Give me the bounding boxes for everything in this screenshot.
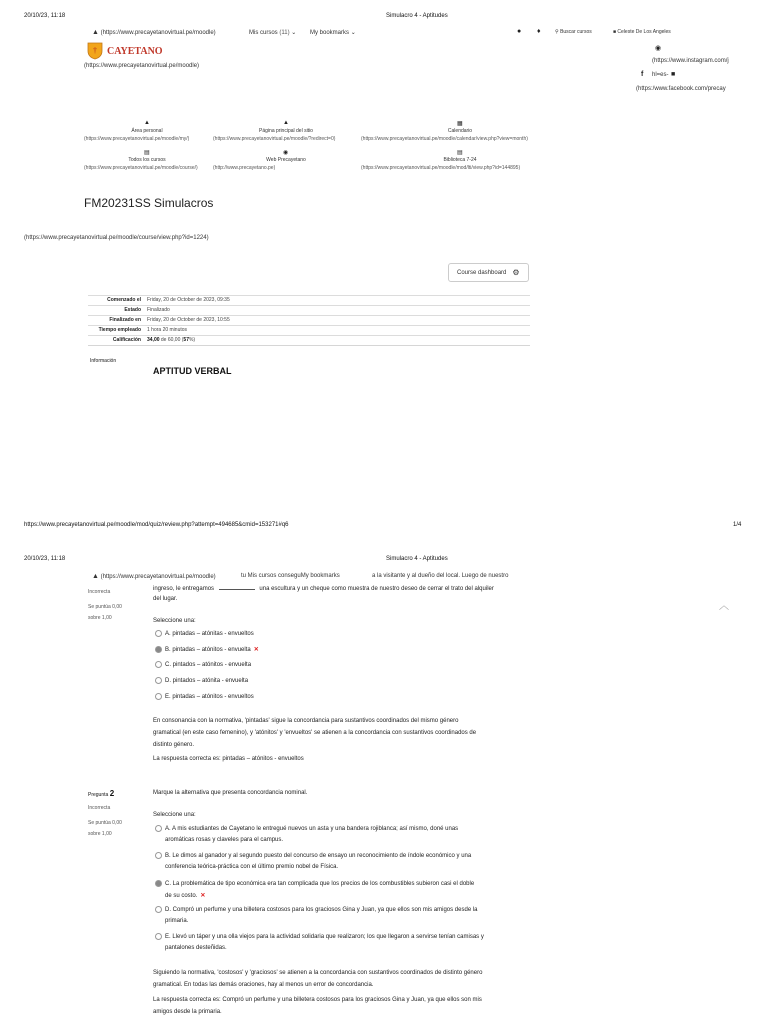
- q1-option[interactable]: [155, 646, 259, 653]
- radio-button[interactable]: [155, 661, 162, 668]
- radio-button[interactable]: [155, 630, 162, 637]
- summary-row: [88, 325, 530, 335]
- q2-option-text: de su costo.: [165, 893, 198, 899]
- summary-value: [147, 337, 195, 343]
- summary-key: Finalizado en: [109, 317, 141, 323]
- q2-option-text: pantalones desteñidas.: [165, 945, 227, 951]
- q1-option-text: C. pintados – atónitos - envuelta: [165, 662, 252, 669]
- q2-option-text: B. Le dimos al ganador y al segundo puesto del concurso de ensayo un reconocimiento de índole económico y una: [165, 853, 472, 860]
- section-title: APTITUD VERBAL: [153, 366, 232, 376]
- q2-option[interactable]: [155, 880, 474, 887]
- home-icon: ▲: [92, 573, 99, 580]
- q2-option[interactable]: [155, 852, 471, 859]
- q2-option-continued: [165, 864, 338, 870]
- site-logo[interactable]: [86, 40, 172, 65]
- info-label: Información: [90, 358, 117, 364]
- calendar-icon: ▦: [457, 121, 463, 127]
- q1-stem-line2: ingreso, le entregamos una escultura y un cheque como muestra de nuestro deseo de cerrar el trato del alquiler: [153, 586, 494, 592]
- instagram-url[interactable]: (https://www.instagram.com/j: [652, 58, 729, 64]
- chevron-down-icon: ⌄: [350, 30, 356, 36]
- summary-bottom-rule: [88, 345, 530, 346]
- summary-row: [88, 335, 530, 345]
- quicklink-url[interactable]: (https://www.precayetanovirtual.pe/moodle/calendar/view.php?view=month): [361, 136, 528, 142]
- q2-option-text: C. La problemática de tipo económica era tan complicada que los precios de los combustibles subieron casi el doble: [165, 881, 475, 888]
- q2-score: Se puntúa 0,00: [88, 820, 122, 826]
- home-link-2[interactable]: ▲ (https://www.precayetanovirtual.pe/moodle): [92, 573, 216, 580]
- print-datetime: 20/10/23, 11:18: [24, 13, 66, 19]
- q2-option-continued: [165, 945, 227, 951]
- quicklink-label[interactable]: Web Precayetano: [266, 157, 306, 163]
- summary-value: 1 hora 20 minutos: [147, 327, 188, 333]
- wrong-icon: ✕: [253, 647, 259, 654]
- q1-feedback-line: En consonancia con la normativa, 'pintadas' sigue la concordancia para sustantivos coordinados del mismo género: [153, 718, 459, 724]
- cayetano-logo: [86, 40, 172, 60]
- q2-option[interactable]: [155, 825, 458, 832]
- summary-value: Friday, 20 de October de 2023, 09:35: [147, 297, 230, 303]
- summary-row: [88, 315, 530, 325]
- q1-option[interactable]: [155, 693, 254, 700]
- q2-prompt: Seleccione una:: [153, 812, 196, 818]
- search-courses-link[interactable]: ⚲ Buscar cursos: [555, 29, 592, 35]
- globe-icon: ◉: [283, 150, 289, 156]
- q1-correct-answer: La respuesta correcta es: pintadas – atónitos - envueltos: [153, 756, 304, 762]
- gear-icon: ⚙: [512, 268, 520, 277]
- q1-option[interactable]: [155, 630, 254, 637]
- q2-option-continued: [165, 918, 188, 924]
- home-icon: ▲: [92, 29, 99, 36]
- summary-key: Estado: [124, 307, 141, 313]
- instagram-icon[interactable]: ◉: [655, 45, 662, 52]
- q1-option-text: D. pintados – atónita - envuelta: [165, 678, 249, 685]
- q2-option-text: conferencia teórica-práctica con el último premio nobel de Física.: [165, 864, 339, 870]
- lang-param[interactable]: hl=es-: [652, 72, 669, 78]
- q2-option-text: D. Compró un perfume y una billetera costosos para los graciosos Gina y Juan, ya que ellos son mis amigos desde la: [165, 907, 478, 914]
- q1-stem-line1-tail: a la visitante y al dueño del local. Luego de nuestro: [372, 573, 509, 579]
- grade-max: de 60,00 (: [159, 337, 184, 343]
- q2-option-continued: [165, 892, 205, 899]
- quicklink-label[interactable]: Área personal: [131, 128, 163, 134]
- grade-value: 34,00: [147, 337, 160, 343]
- home-link[interactable]: ▲ (https://www.precayetanovirtual.pe/moodle): [92, 29, 216, 36]
- facebook-url[interactable]: (https:/www.facebook.com/precay: [636, 86, 726, 92]
- q2-status: Incorrecta: [88, 805, 111, 811]
- q1-feedback-line: distinto género.: [153, 742, 195, 748]
- overlapping-nav-text: tu Mis cursos conseguMy bookmarks: [241, 573, 340, 579]
- q2-option-text: E. Llevó un táper y una olla viejos para la actividad solidaria que realizaron; los que llegaron a servirse tenían camisas y: [165, 934, 484, 941]
- q1-option-text: B. pintadas – atónitos - envuelta: [165, 647, 251, 654]
- q2-feedback-line: Siguiendo la normativa, 'costosos' y 'graciosos' se atienen a la concordancia con sustantivos coordinados de distinto género: [153, 970, 483, 976]
- course-url[interactable]: (https://www.precayetanovirtual.pe/moodle/course/view.php?id=1224): [24, 235, 209, 241]
- radio-button[interactable]: [155, 906, 162, 913]
- facebook-icon[interactable]: f: [641, 71, 644, 78]
- logo-url[interactable]: (https://www.precayetanovirtual.pe/moodle): [84, 63, 200, 69]
- q2-number: Pregunta 2: [88, 789, 115, 798]
- grade-suffix: %): [188, 337, 196, 343]
- library-icon: ▤: [457, 150, 463, 156]
- bookmarks-menu[interactable]: My bookmarks ⌄: [310, 30, 356, 36]
- summary-row: [88, 305, 530, 315]
- scroll-up-icon[interactable]: ︿: [719, 601, 729, 612]
- q2-option-continued: [165, 837, 283, 843]
- messages-icon[interactable]: ●: [517, 28, 522, 35]
- quicklink-label[interactable]: Todos los cursos: [128, 157, 166, 163]
- quicklink-label[interactable]: Biblioteca 7-24: [443, 157, 477, 163]
- quicklink-url[interactable]: (https://www.precayetanovirtual.pe/moodle/course/): [84, 165, 198, 171]
- footer-url[interactable]: https://www.precayetanovirtual.pe/moodle/mod/quiz/review.php?attempt=494685&cmid=153271#q6: [24, 522, 289, 528]
- print-datetime-2: 20/10/23, 11:18: [24, 556, 66, 562]
- quicklink-url[interactable]: (https://www.precayetanovirtual.pe/moodle/?redirect=0): [213, 136, 336, 142]
- q2-option[interactable]: [155, 933, 484, 940]
- user-icon: ■: [613, 29, 617, 35]
- summary-key: Calificación: [112, 337, 141, 343]
- summary-value: Friday, 20 de October de 2023, 10:55: [147, 317, 230, 323]
- q2-option-text: primaria.: [165, 918, 189, 924]
- radio-button[interactable]: [155, 933, 162, 940]
- courses-icon: ▤: [144, 150, 150, 156]
- chevron-down-icon: ⌄: [291, 30, 297, 36]
- print-title-2: Simulacro 4 - Aptitudes: [386, 556, 448, 562]
- q1-stem-line3: del lugar.: [153, 596, 178, 602]
- youtube-icon[interactable]: ■: [671, 71, 676, 78]
- page-number: 1/4: [733, 522, 742, 528]
- q1-option-text: E. pintadas – atónitos - envueltos: [165, 694, 254, 701]
- blank-line: [219, 589, 255, 590]
- q2-feedback-line: gramatical. En todas las demás oraciones, hay al menos un error de concordancia.: [153, 982, 374, 988]
- q2-option-text: aromáticas rosas y claveles para el campus.: [165, 837, 284, 843]
- q1-prompt: Seleccione una:: [153, 618, 196, 624]
- q2-correct-answer: La respuesta correcta es: Compró un perfume y una billetera costosos para los graciosos Gina y Juan, ya que ellos son mis: [153, 997, 482, 1003]
- q1-score-max: sobre 1,00: [88, 615, 112, 621]
- radio-button[interactable]: [155, 880, 162, 887]
- radio-button[interactable]: [155, 646, 162, 653]
- course-dashboard-button[interactable]: Course dashboard ⚙: [448, 263, 529, 282]
- summary-value: Finalizado: [147, 307, 170, 313]
- quicklink-url[interactable]: (https://www.precayetanovirtual.pe/moodle/mod/lti/view.php?id=144895): [361, 165, 521, 171]
- search-icon: ⚲: [555, 29, 559, 35]
- q1-feedback-line: gramatical (en este caso femenino), y 'atónitos' y 'envueltos' se atienen a la concordancia con sustantivos coordinados de: [153, 730, 477, 736]
- grade-percent: 57: [183, 337, 189, 343]
- user-menu[interactable]: ■ Celeste De Los Angeles: [613, 29, 671, 35]
- svg-text:CAYETANO: CAYETANO: [107, 46, 163, 57]
- summary-key: Comenzado el: [107, 297, 141, 303]
- dashboard-icon: ▲: [144, 120, 150, 126]
- q2-score-max: sobre 1,00: [88, 831, 112, 837]
- course-title: FM20231SS Simulacros: [84, 196, 214, 210]
- summary-key: Tiempo empleado: [98, 327, 141, 333]
- wrong-icon: ✕: [200, 893, 206, 899]
- bell-icon[interactable]: ♦: [537, 28, 541, 35]
- radio-button[interactable]: [155, 852, 162, 859]
- q2-stem: Marque la alternativa que presenta concordancia nominal.: [153, 790, 308, 796]
- q2-option-text: A. A mis estudiantes de Cayetano le entregué nuevos un asta y una bandera rojiblanca; así mismo, doné unas: [165, 826, 459, 833]
- print-title: Simulacro 4 - Aptitudes: [386, 13, 448, 19]
- home-icon: ▲: [283, 120, 289, 126]
- radio-button[interactable]: [155, 825, 162, 832]
- quicklink-url[interactable]: (https://www.precayetanovirtual.pe/moodle/my/): [84, 136, 190, 142]
- quicklink-url[interactable]: (http://www.precayetano.pe): [213, 165, 276, 171]
- svg-text:†: †: [93, 46, 97, 55]
- q1-option-text: A. pintadas – atónitas - envueltos: [165, 631, 254, 638]
- radio-button[interactable]: [155, 693, 162, 700]
- quicklink-label[interactable]: Calendario: [447, 128, 473, 134]
- my-courses-menu[interactable]: Mis cursos (11) ⌄: [249, 30, 297, 36]
- quicklink-label[interactable]: Página principal del sitio: [259, 128, 313, 134]
- summary-row: [88, 295, 530, 305]
- q1-option[interactable]: [155, 677, 248, 684]
- q1-score: Se puntúa 0,00: [88, 604, 122, 610]
- q1-status: Incorrecta: [88, 589, 111, 595]
- q2-correct-answer: amigos desde la primaria.: [153, 1009, 222, 1015]
- q2-option[interactable]: [155, 906, 478, 913]
- radio-button[interactable]: [155, 677, 162, 684]
- q1-option[interactable]: [155, 661, 251, 668]
